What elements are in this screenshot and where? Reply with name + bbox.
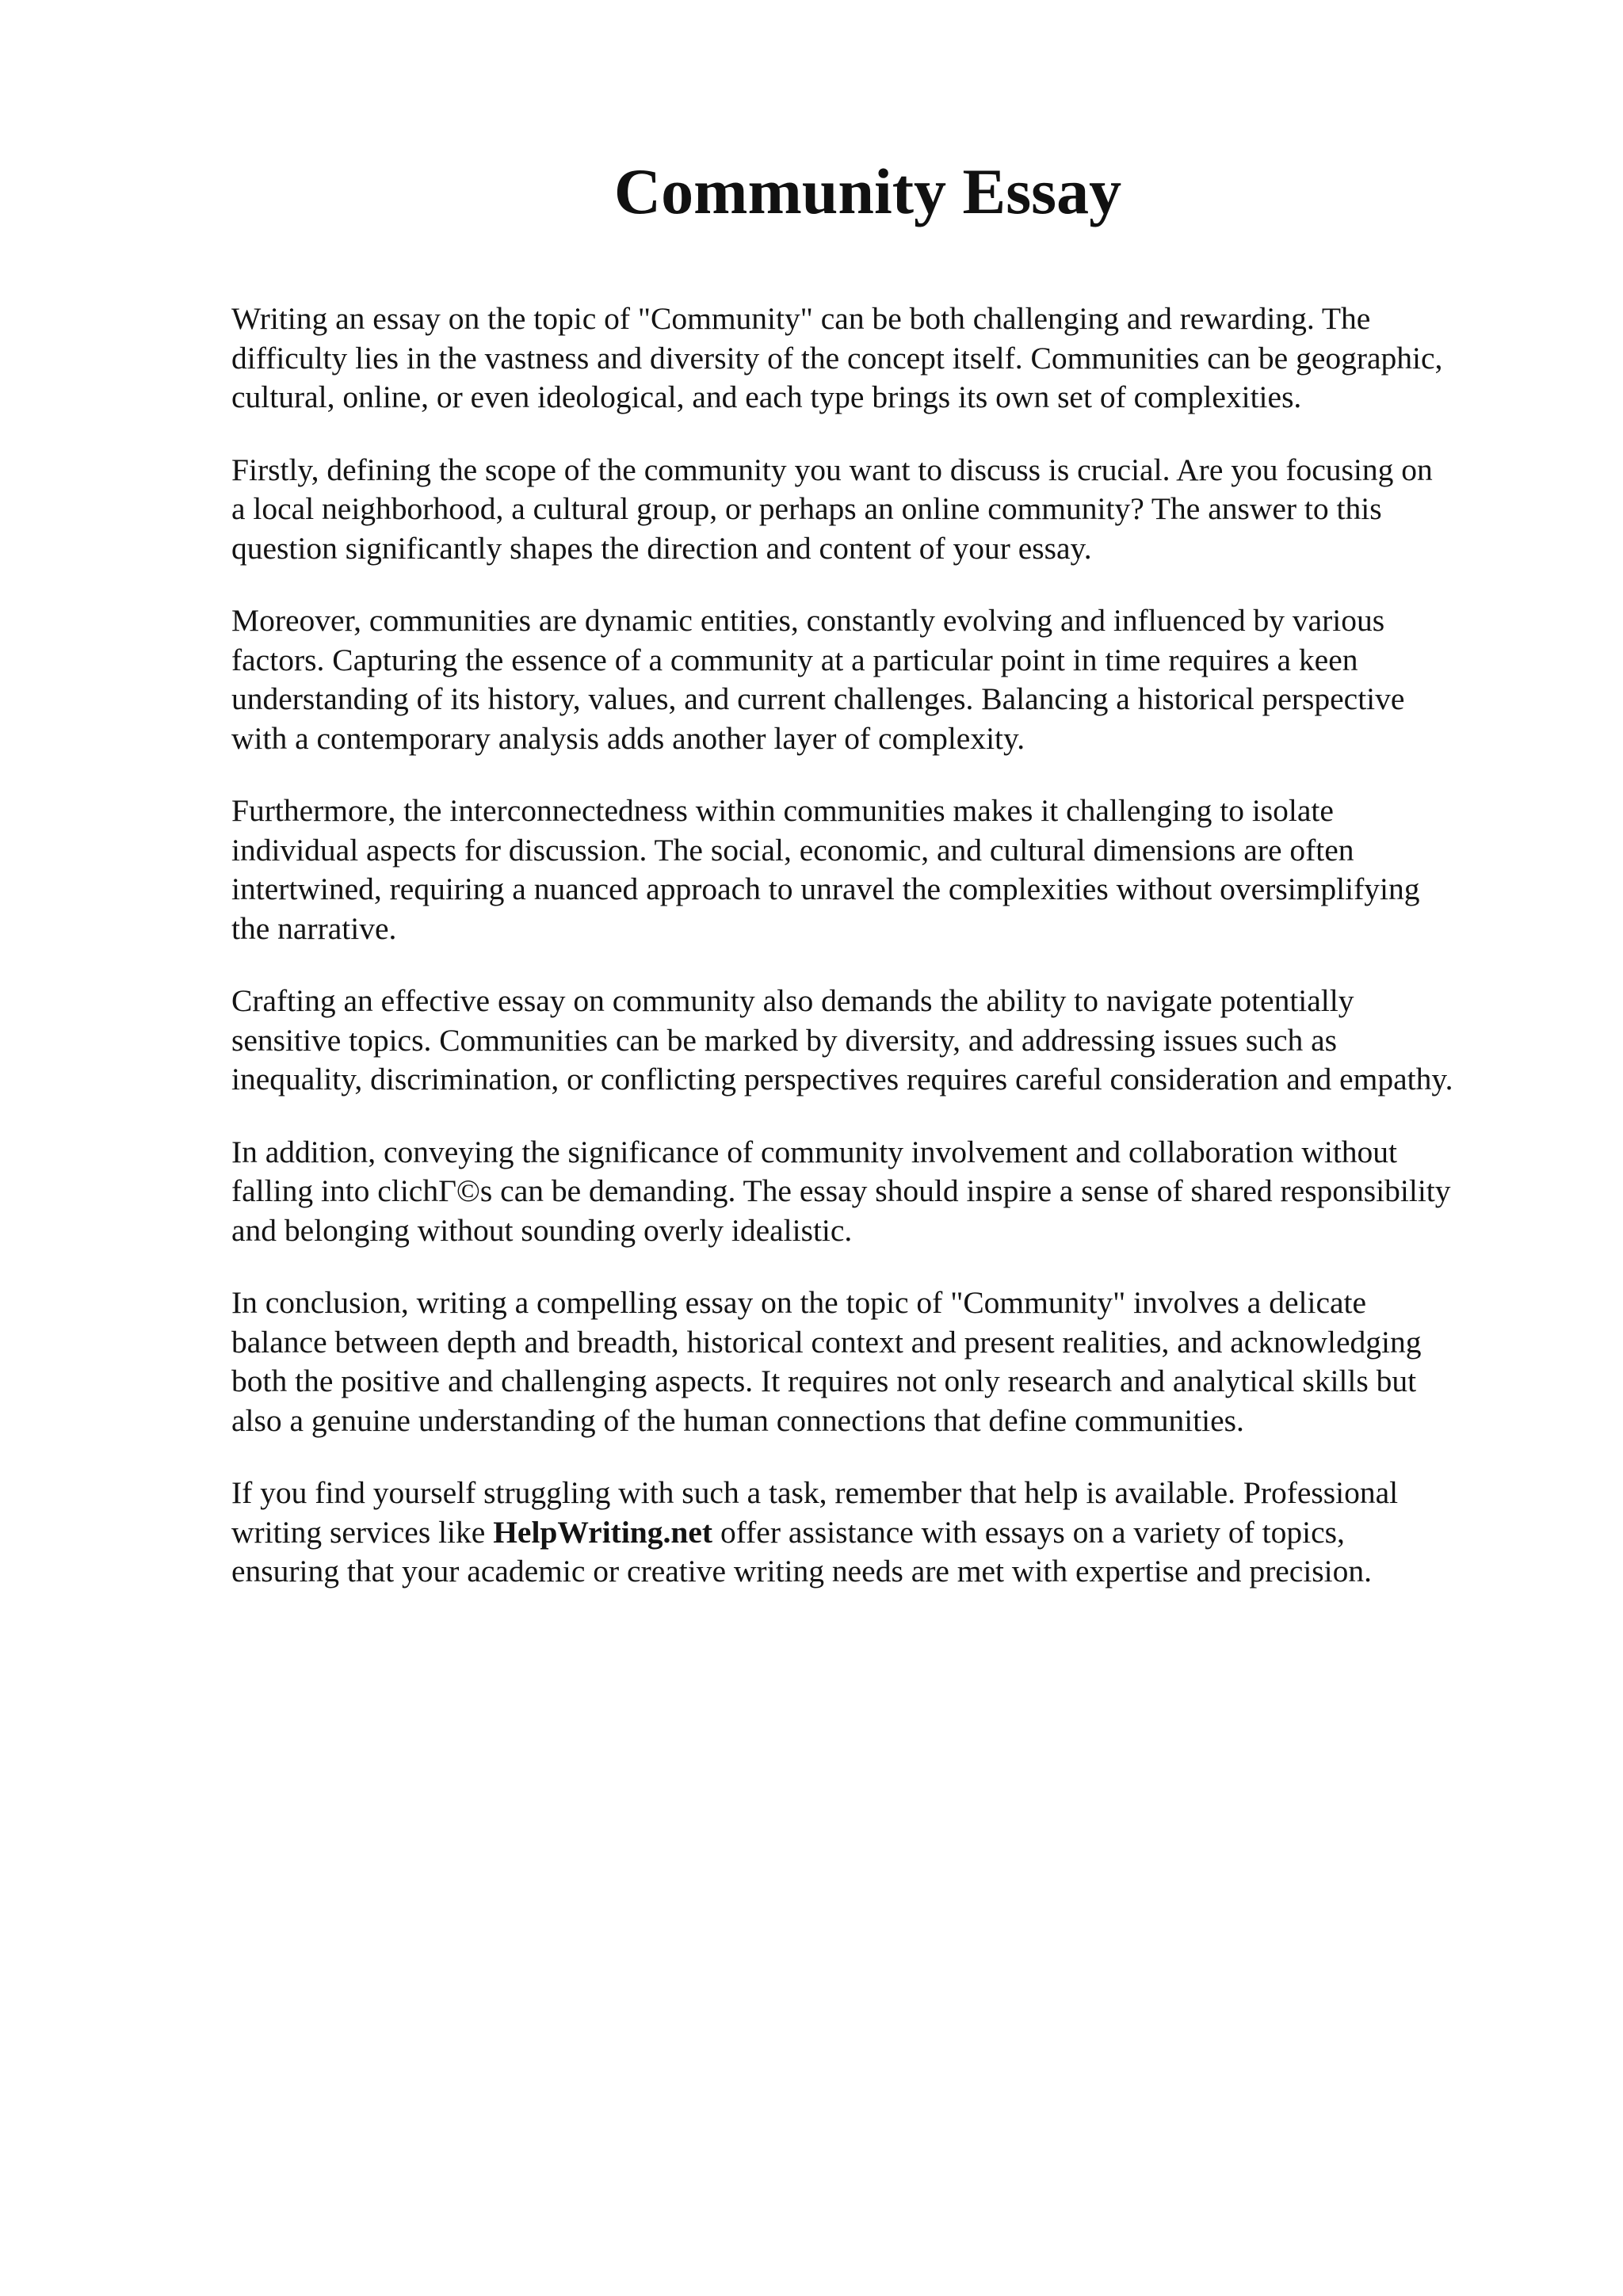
paragraph-line: a local neighborhood, a cultural group, or perhaps an online community? The answer to this	[231, 491, 1382, 526]
page-title: Community Essay	[613, 155, 1122, 227]
paragraph-line: ensuring that your academic or creative writing needs are met with expertise and precision.	[231, 1554, 1373, 1589]
paragraph-line: Writing an essay on the topic of "Community" can be both challenging and rewarding. The	[231, 301, 1371, 336]
paragraph-2	[231, 451, 1610, 569]
paragraph-line: individual aspects for discussion. The social, economic, and cultural dimensions are often	[231, 832, 1354, 868]
paragraph-1	[231, 299, 1610, 418]
paragraph-3	[231, 601, 1610, 758]
paragraph-line: If you find yourself struggling with such a task, remember that help is available. Professional	[231, 1475, 1399, 1510]
paragraph-4	[231, 791, 1610, 948]
brand-name: HelpWriting.net	[493, 1514, 713, 1550]
paragraph-8	[231, 1474, 1610, 1592]
paragraph-line: the narrative.	[231, 910, 397, 946]
paragraph-line: balance between depth and breadth, historical context and present realities, and acknowledging	[231, 1324, 1422, 1360]
paragraph-6	[231, 1133, 1610, 1251]
paragraph-line: intertwined, requiring a nuanced approach to unravel the complexities without oversimplifying	[231, 871, 1420, 906]
paragraph-line: and belonging without sounding overly idealistic.	[231, 1212, 853, 1248]
paragraph-line: falling into clichΓ©s can be demanding. The essay should inspire a sense of shared responsibility	[231, 1173, 1451, 1208]
paragraph-line: sensitive topics. Communities can be marked by diversity, and addressing issues such as	[231, 1022, 1338, 1058]
paragraph-line: In addition, conveying the significance of community involvement and collaboration without	[231, 1134, 1398, 1169]
paragraph-line: with a contemporary analysis adds another layer of complexity.	[231, 720, 1025, 756]
paragraph-line: factors. Capturing the essence of a community at a particular point in time requires a keen	[231, 642, 1358, 677]
paragraph-line: inequality, discrimination, or conflicting perspectives requires careful consideration and empathy.	[231, 1062, 1453, 1097]
paragraph-5	[231, 982, 1610, 1100]
paragraph-line: question significantly shapes the direction and content of your essay.	[231, 530, 1092, 566]
paragraph-line: In conclusion, writing a compelling essay on the topic of "Community" involves a delicate	[231, 1285, 1367, 1320]
paragraph-text: writing services like	[231, 1514, 494, 1550]
paragraph-line: Firstly, defining the scope of the community you want to discuss is crucial. Are you focusing on	[231, 452, 1433, 487]
paragraph-line: Moreover, communities are dynamic entities, constantly evolving and influenced by various	[231, 603, 1385, 638]
paragraph-line	[231, 1513, 1610, 1553]
paragraph-line: Crafting an effective essay on community also demands the ability to navigate potentially	[231, 983, 1354, 1018]
paragraph-line: Furthermore, the interconnectedness within communities makes it challenging to isolate	[231, 793, 1334, 828]
paragraph-text: offer assistance with essays on a variety of topics,	[712, 1514, 1345, 1550]
paragraph-line: also a genuine understanding of the human connections that define communities.	[231, 1402, 1244, 1438]
paragraph-line: understanding of its history, values, and current challenges. Balancing a historical perspective	[231, 681, 1405, 716]
essay-body	[231, 299, 1610, 1625]
paragraph-line: difficulty lies in the vastness and diversity of the concept itself. Communities can be geographic,	[231, 340, 1443, 376]
paragraph-line: cultural, online, or even ideological, and each type brings its own set of complexities.	[231, 379, 1302, 414]
paragraph-7	[231, 1283, 1610, 1440]
paragraph-line: both the positive and challenging aspects. It requires not only research and analytical skills but	[231, 1363, 1417, 1398]
